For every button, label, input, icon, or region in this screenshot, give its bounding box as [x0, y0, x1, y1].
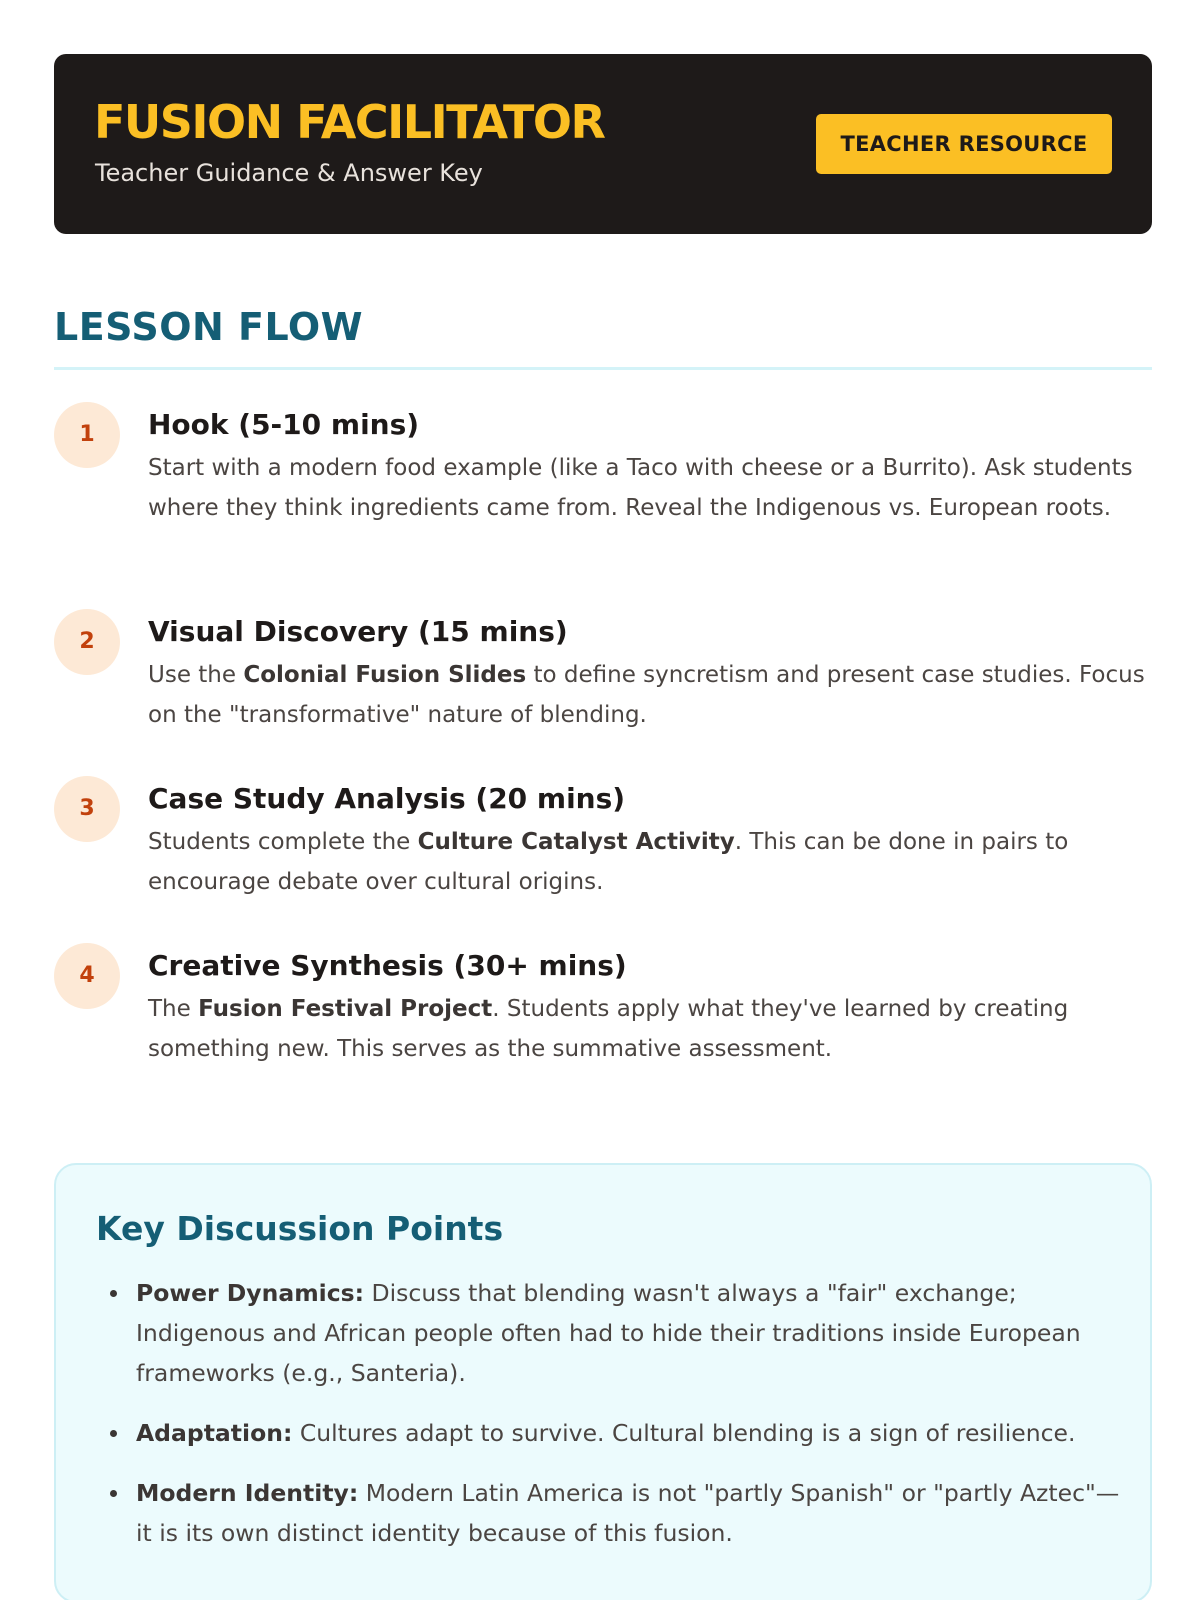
step-number-badge: 4	[54, 943, 120, 1009]
list-item: Adaptation: Cultures adapt to survive. Cultural blending is a sign of resilience.	[136, 1413, 1126, 1453]
step-number-badge: 3	[54, 776, 120, 842]
step-title: Visual Discovery (15 mins)	[148, 615, 568, 648]
teacher-resource-badge: TEACHER RESOURCE	[816, 114, 1112, 174]
list-item: Power Dynamics: Discuss that blending wasn't always a "fair" exchange; Indigenous and African people often had to hide their traditions inside European frameworks (e.g., Santeria).	[136, 1273, 1126, 1393]
step-number-badge: 1	[54, 402, 120, 468]
page-subtitle: Teacher Guidance & Answer Key	[95, 159, 483, 187]
header-banner	[54, 54, 1152, 234]
list-item: Modern Identity: Modern Latin America is not "partly Spanish" or "partly Aztec"—it is its own distinct identity because of this fusion.	[136, 1473, 1126, 1553]
page-title: FUSION FACILITATOR	[94, 95, 605, 149]
step-description: Students complete the Culture Catalyst Activity. This can be done in pairs to encourage debate over cultural origins.	[148, 829, 1069, 895]
section-divider	[54, 367, 1152, 370]
step-description: Use the Colonial Fusion Slides to define syncretism and present case studies. Focus on the "transformative" nature of blending.	[148, 662, 1145, 728]
step-description: The Fusion Festival Project. Students apply what they've learned by creating something new. This serves as the summative assessment.	[148, 996, 1069, 1062]
discussion-list	[136, 1273, 1126, 1573]
step-title: Hook (5-10 mins)	[148, 408, 420, 441]
step-number-badge: 2	[54, 609, 120, 675]
step-title: Creative Synthesis (30+ mins)	[148, 949, 627, 982]
step-description: Start with a modern food example (like a Taco with cheese or a Burrito). Ask students where they think ingredients came from. Reveal the Indigenous vs. European roots.	[148, 455, 1133, 521]
key-discussion-box	[54, 1163, 1152, 1600]
lesson-flow-heading: LESSON FLOW	[54, 305, 364, 349]
discussion-heading: Key Discussion Points	[96, 1209, 504, 1248]
step-title: Case Study Analysis (20 mins)	[148, 782, 626, 815]
